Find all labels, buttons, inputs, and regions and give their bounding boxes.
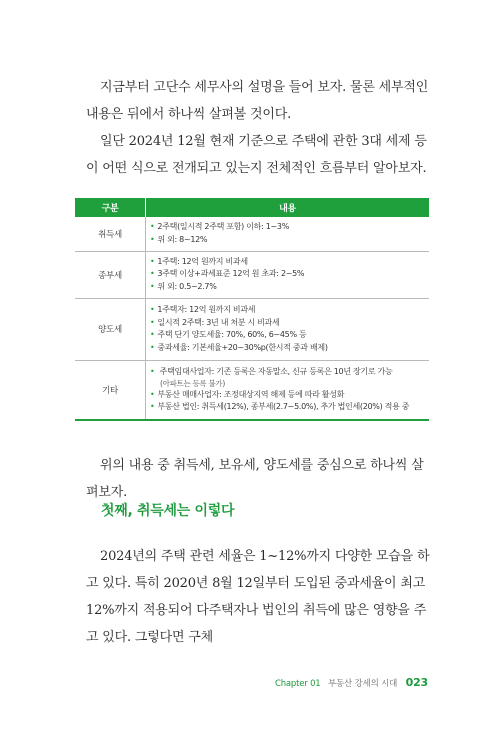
content-list: [150, 304, 425, 354]
list-item: • 2주택(일시적 2주택 포함) 이하: 1~3%: [150, 221, 425, 234]
list-item: • 일시적 2주택: 3년 내 처분 시 비과세: [150, 317, 425, 330]
list-item: • 1주택자: 12억 원까지 비과세: [150, 304, 425, 317]
intro-paragraph-1-text: 지금부터 고단수 세무사의 설명을 들어 보자. 물론 세부적인 내용은 뒤에서 하나씩 살펴볼 것이다.: [86, 80, 429, 122]
list-item: [150, 366, 425, 389]
content-list: [150, 366, 425, 414]
table-row: [75, 217, 429, 251]
header-category: 구분: [75, 198, 146, 217]
table-row: [75, 360, 429, 420]
body-paragraph: [86, 543, 432, 651]
table-row: [75, 298, 429, 360]
row-category: 취득세: [75, 217, 146, 251]
row-category: 양도세: [75, 298, 146, 360]
list-item: • 1주택: 12억 원까지 비과세: [150, 256, 425, 269]
list-item: • 부동산 매매사업자: 조정대상지역 해제 등에 따라 활성화: [150, 389, 425, 402]
table-header-row: [75, 198, 429, 217]
after-table-paragraph: [86, 452, 432, 506]
header-content: 내용: [146, 198, 430, 217]
body-paragraph-text: 2024년의 주택 관련 세율은 1~12%까지 다양한 모습을 하고 있다. 특히 2020년 8월 12일부터 도입된 중과세율이 최고 12%까지 적용되어 다주택자나 법인의 취득에 많은 영향을 주고 있다. 그렇다면 구체: [86, 549, 430, 645]
content-list: [150, 256, 425, 294]
row-content: [146, 298, 430, 360]
list-item-text: 주택임대사업자: 기존 등록은 자동말소, 신규 등록은 10년 장기로 가능: [159, 367, 393, 376]
page-footer: [0, 676, 428, 689]
list-item-note: (아파트는 등록 불가): [160, 378, 225, 388]
row-category: 기타: [75, 360, 146, 420]
list-item: • 위 외: 0.5~2.7%: [150, 281, 425, 294]
content-list: [150, 221, 425, 246]
book-title: 부동산 강세의 시대: [328, 679, 398, 689]
intro-paragraph-2-text: 일단 2024년 12월 현재 기준으로 주택에 관한 3대 세제 등이 어떤 식으로 전개되고 있는지 전체적인 흐름부터 알아보자.: [86, 134, 427, 176]
list-item: • 주택 단기 양도세율: 70%, 60%, 6~45% 등: [150, 329, 425, 342]
table-row: [75, 251, 429, 298]
chapter-label: Chapter 01: [274, 679, 321, 689]
list-item: • 부동산 법인: 취득세(12%), 종부세(2.7~5.0%), 추가 법인세(20%) 적용 중: [150, 401, 425, 414]
section-heading: 첫째, 취득세는 이렇다: [101, 503, 235, 519]
list-item: • 위 외: 8~12%: [150, 234, 425, 247]
page-number: 023: [405, 676, 428, 689]
row-content: [146, 217, 430, 251]
tax-summary-table: [75, 198, 429, 421]
row-content: [146, 360, 430, 420]
list-item: • 중과세율: 기본세율+20~30%p(한시적 중과 배제): [150, 342, 425, 355]
after-table-text: 위의 내용 중 취득세, 보유세, 양도세를 중심으로 하나씩 살펴보자.: [86, 458, 424, 500]
row-content: [146, 251, 430, 298]
intro-paragraph-1: [86, 74, 432, 128]
intro-paragraph-2: [86, 128, 432, 182]
row-category: 종부세: [75, 251, 146, 298]
list-item: • 3주택 이상+과세표준 12억 원 초과: 2~5%: [150, 268, 425, 281]
